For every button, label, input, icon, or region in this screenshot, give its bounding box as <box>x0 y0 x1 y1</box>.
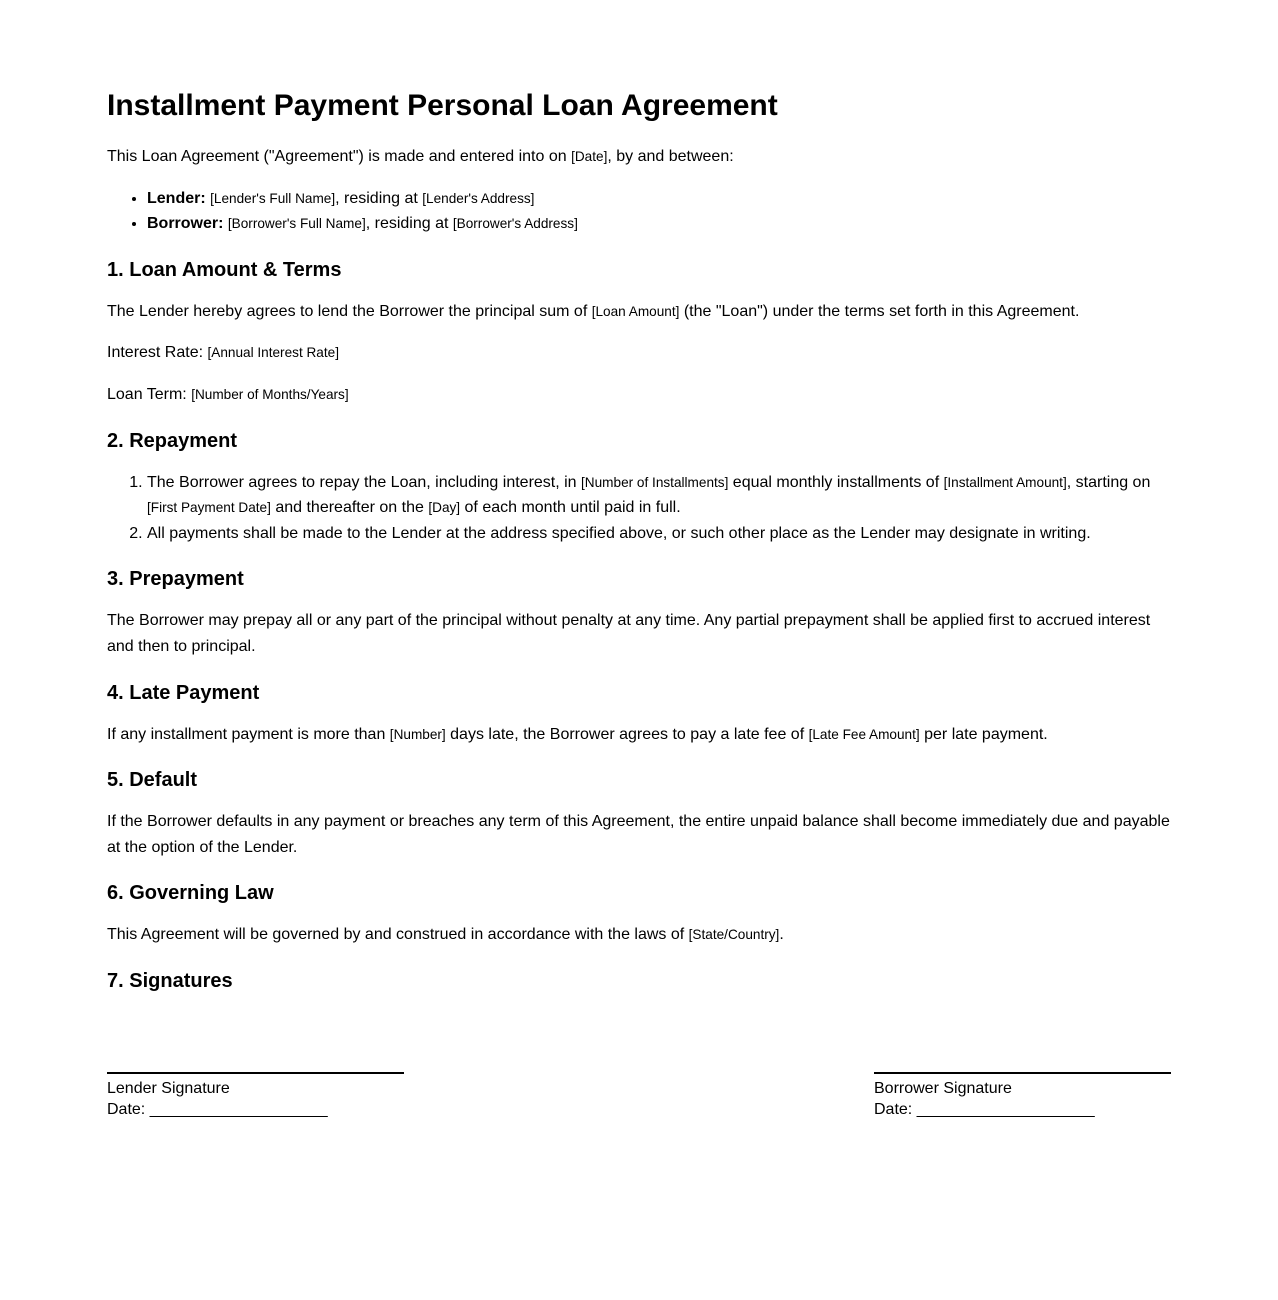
lender-date-blank: ____________________ <box>149 1101 328 1119</box>
first-payment-date-placeholder: [First Payment Date] <box>147 500 271 516</box>
borrower-name-placeholder: [Borrower's Full Name] <box>227 216 366 232</box>
lender-name-placeholder: [Lender's Full Name] <box>210 190 336 206</box>
repayment-text-c: , starting on <box>1066 473 1151 491</box>
interest-rate-line <box>107 340 1171 366</box>
repayment-text-e: of each month until paid in full. <box>460 499 681 517</box>
late-payment-text-b: days late, the Borrower agrees to pay a late fee of <box>445 725 809 743</box>
borrower-date-label: Date: <box>874 1101 917 1119</box>
lender-label: Lender: <box>147 189 206 207</box>
intro-text-a: This Loan Agreement ("Agreement") is made and entered into on <box>107 148 572 165</box>
governing-law-text-b: . <box>779 926 784 944</box>
interest-rate-placeholder: [Annual Interest Rate] <box>207 345 339 361</box>
repayment-text-b: equal monthly installments of <box>728 473 944 491</box>
borrower-signature-block <box>874 1072 1171 1121</box>
parties-list <box>107 186 1171 237</box>
borrower-date-blank: ____________________ <box>916 1101 1095 1119</box>
intro-paragraph <box>107 144 1171 170</box>
section-heading-default: 5. Default <box>107 769 198 792</box>
late-payment-body <box>107 722 1171 748</box>
date-placeholder: [Date] <box>571 149 608 164</box>
repayment-item-2: 2. All payments shall be made to the Lender at the address specified above, or such other place as the Lender may designate in writing. <box>147 521 1171 547</box>
borrower-address-placeholder: [Borrower's Address] <box>452 216 578 232</box>
borrower-mid-text: , residing at <box>365 215 453 233</box>
section-heading-repayment: 2. Repayment <box>107 429 238 452</box>
loan-amount-placeholder: [Loan Amount] <box>591 303 680 319</box>
lender-mid-text: , residing at <box>335 189 423 207</box>
governing-law-text-a: This Agreement will be governed by and construed in accordance with the laws of <box>107 926 689 944</box>
interest-rate-label: Interest Rate: <box>107 344 208 362</box>
section-heading-signatures: 7. Signatures <box>107 969 233 992</box>
lender-signature-label: Lender Signature <box>107 1079 230 1097</box>
lender-date-label: Date: <box>107 1101 150 1119</box>
late-payment-text-a: If any installment payment is more than <box>107 725 390 743</box>
state-country-placeholder: [State/Country] <box>688 927 780 943</box>
day-placeholder: [Day] <box>428 500 461 516</box>
party-item-lender <box>147 186 1171 212</box>
section-heading-loan-terms: 1. Loan Amount & Terms <box>107 258 342 281</box>
section-heading-late-payment: 4. Late Payment <box>107 681 260 704</box>
party-item-borrower <box>147 211 1171 237</box>
num-installments-placeholder: [Number of Installments] <box>581 474 729 490</box>
installment-amount-placeholder: [Installment Amount] <box>943 474 1067 490</box>
repayment-text-d: and thereafter on the <box>270 499 429 517</box>
late-fee-placeholder: [Late Fee Amount] <box>808 726 920 742</box>
loan-term-label: Loan Term: <box>107 385 192 403</box>
governing-law-body <box>107 922 1171 948</box>
loan-terms-text-b: (the "Loan") under the terms set forth in this Agreement. <box>679 302 1080 320</box>
loan-terms-body <box>107 299 1171 325</box>
days-late-placeholder: [Number] <box>389 726 446 742</box>
repayment-item-1 <box>147 470 1171 521</box>
loan-term-line <box>107 382 1171 408</box>
borrower-label: Borrower: <box>147 215 224 233</box>
borrower-date-line <box>874 1099 1171 1120</box>
late-payment-text-c: per late payment. <box>919 725 1048 743</box>
lender-address-placeholder: [Lender's Address] <box>422 190 535 206</box>
repayment-text-a: The Borrower agrees to repay the Loan, including interest, in <box>147 473 582 491</box>
signature-row <box>107 1072 1171 1121</box>
lender-signature-block <box>107 1072 404 1121</box>
repayment-list <box>107 470 1171 547</box>
prepayment-body: The Borrower may prepay all or any part of the principal without penalty at any time. Any partial prepayment shall be applied first to accrued interest and then to principal. <box>107 612 1151 655</box>
borrower-signature-label: Borrower Signature <box>874 1079 1012 1097</box>
intro-text-b: , by and between: <box>607 148 734 165</box>
section-heading-prepayment: 3. Prepayment <box>107 568 244 591</box>
default-body: If the Borrower defaults in any payment or breaches any term of this Agreement, the entire unpaid balance shall become immediately due and payable at the option of the Lender. <box>107 813 1170 856</box>
loan-term-placeholder: [Number of Months/Years] <box>191 386 349 402</box>
section-heading-governing-law: 6. Governing Law <box>107 882 274 905</box>
loan-terms-text-a: The Lender hereby agrees to lend the Borrower the principal sum of <box>107 302 592 320</box>
document-title: Installment Payment Personal Loan Agreement <box>107 89 778 122</box>
lender-date-line <box>107 1099 404 1120</box>
